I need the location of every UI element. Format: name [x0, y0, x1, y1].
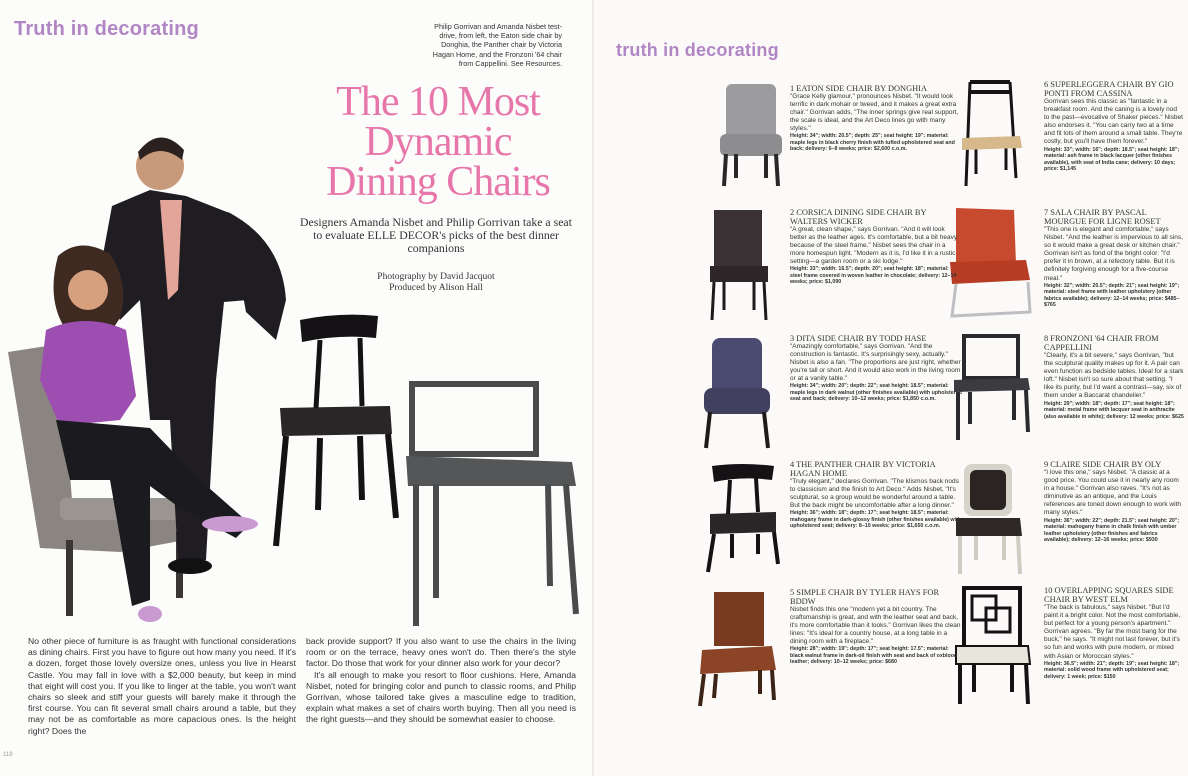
chair-entry-8 — [1044, 334, 1184, 420]
chair-title: 10 OVERLAPPING SQUARES SIDE CHAIR BY WEST ELM — [1044, 586, 1174, 604]
chair-quote: "A great, clean shape," says Gorrivan. "And it will look better as the leather ages. It's comfortable, but a bit heavy because of the steel frame." Nisbet sees the chair in a more homespun light. "Modern as it is, I'd like it in a rustic setting—a garden room or a ski lodge." — [790, 226, 958, 266]
headline-line-3: Dining Chairs — [326, 159, 550, 205]
chair-quote: "I love this one," says Nisbet. "A classic at a good price. You could use it in nearly any room in a house." Gorrivan also raves. "It's not as diminutive as an antique, and the Louis references are toned down enough to work with many styles." — [1044, 469, 1181, 517]
chair-quote: "Amazingly comfortable," says Gorrivan. "And the construction is fantastic. It's surprisingly sexy, actually." Nisbet is also a fan. "The proportions are just right, whether you're tall or short. And it would also work in the living room or at a vanity table." — [790, 343, 961, 383]
chair-specs: Height: 36"; width: 18"; depth: 17"; seat height: 18.5"; material: mahogany frame in dark-glossy finish (other finishes available) with upholstered seat; delivery: 8–10 weeks; price: $1,650 c.o.m. — [790, 510, 962, 530]
chair-specs: Height: 28"; width: 19"; depth: 17"; seat height: 17.5"; material: black walnut frame in dark-oil finish with seat and back of oxblood leather; delivery: 10–12 weeks; price: $680 — [790, 646, 958, 666]
headline-line-2: Dynamic — [364, 119, 512, 165]
body-column-2 — [306, 636, 576, 726]
section-label: Truth in decorating — [14, 18, 199, 40]
body-paragraph-3: It's all enough to make you resort to floor cushions. Here, Amanda Nisbet, noted for bringing color and punch to classic rooms, and Philip Gorrivan, whose tailored take gives a masculine edge to tradition, explain what makes a set of chairs worth buying. Then all you need is the right guests—and they should be somewhat easier to choose. — [306, 669, 576, 725]
chair-specs: Height: 36"; width: 22"; depth: 21.5"; seat height: 20"; material: mahogany frame in chalk finish with umber leather upholstery (other finishes and fabrics available); delivery: 12–16 weeks; price: $930 — [1044, 517, 1180, 544]
chair-title: 5 SIMPLE CHAIR BY TYLER HAYS FOR BDDW — [790, 588, 940, 606]
chair-specs: Height: 36.5"; width: 21"; depth: 19"; seat height: 18"; material: solid wood frame with upholstered seat; delivery: 1 week; price: $150 — [1044, 660, 1180, 680]
chair-title: 6 SUPERLEGGERA CHAIR BY GIO PONTI FROM CASSINA — [1044, 80, 1174, 98]
dita-chair-image — [696, 334, 778, 452]
corsica-chair-image — [702, 206, 774, 324]
body-column-1 — [28, 636, 296, 737]
photo-credit: Photography by David Jacquot — [377, 272, 495, 282]
chair-entry-3 — [790, 334, 962, 403]
chair-quote: "Clearly, it's a bit severe," says Gorrivan, "but the sculptural quality makes up for it. A pair can even function as bedside tables. Ideal for a stark loft." Nisbet isn't so sure about that setting. "I like its purity, but I'd want a contrast—say, six of them under a Baccarat chandelier." — [1044, 352, 1184, 400]
chair-title: 7 SALA CHAIR BY PASCAL MOURGUE FOR LIGNE ROSET — [1044, 208, 1161, 226]
credits — [300, 272, 572, 294]
chair-specs: Height: 32"; width: 20.5"; depth: 21"; seat height: 19"; material: steel frame with leather upholstery (other fabrics available); delivery: 12–14 weeks; price: $485–$765 — [1044, 282, 1180, 309]
chair-entry-5 — [790, 588, 962, 666]
chair-quote: "Truly elegant," declares Gorrivan. "The klismos back nods to classicism and the finish to Art Deco." Adds Nisbet, "It's sculptural, so a group would be wonderful around a table. But the back might be uncomfortable after a long dinner." — [790, 478, 959, 510]
chair-entry-1 — [790, 84, 962, 153]
chair-entry-10 — [1044, 586, 1184, 680]
page-number: 118 — [3, 752, 13, 758]
chair-quote: "This one is elegant and comfortable," says Nisbet. "And the leather is impervious to all sins, so it would make a great desk or kitchen chair." Gorrivan isn't as fond of the bright color: "I'd prefer it in brown, at a refectory table. But it is definitely forgiving enough for a five-course meal." — [1044, 226, 1183, 282]
body-paragraph-1: No other piece of furniture is as fraught with functional considerations as dining chairs. First you have to figure out how many you need. If it's a dozen, forget those lovely oversize ones, unless you live in Hearst Castle. You may fall in love with a $2,000 beauty, but keep in mind that eight will cost you. If you like to linger at the table, you won't want chairs so sleek and stiff your guests will barely make it through the first course. You can fit several small chairs around a table, but they may not be as comfortable as more capacious ones. Is the height right? Does the — [28, 636, 296, 736]
chair-title: 9 CLAIRE SIDE CHAIR BY OLY — [1044, 460, 1162, 469]
chair-quote: "The back is fabulous," says Nisbet. "But I'd paint it a bright color. Not the most comfortable, but perfect for a young person's apartment." Gorrivan agrees. "By far the most bang for the buck," he says. "It might not last forever, but it's so fun and works with pure modern, or mixed with Asian or Moroccan styles." — [1044, 604, 1181, 660]
photo-caption: Philip Gorrivan and Amanda Nisbet test-drive, from left, the Eaton side chair by Donghia, the Panther chair by Victoria Hagan Home, and the Fronzoni '64 chair from Cappellini. See Resources. — [432, 22, 562, 68]
chair-quote: Gorrivan sees this classic as "fantastic in a breakfast room. And the caning is a lovely nod to the past—evocative of Shaker pieces." Nisbet also endorses it. "You can carry two at a time and fit lots of them around a small table. They're costly, but you'll have them forever." — [1044, 98, 1183, 146]
chair-entry-2 — [790, 208, 962, 286]
chair-title: 4 THE PANTHER CHAIR BY VICTORIA HAGAN HOME — [790, 460, 936, 478]
chair-specs: Height: 33"; width: 16.5"; depth: 20"; seat height: 18"; material: steel frame covered in woven leather in chocolate; delivery: 12–14 weeks; price: $1,090 — [790, 266, 957, 286]
panther-chair-image — [702, 460, 780, 576]
chair-specs: Height: 34"; width: 20"; depth: 22"; seat height: 18.5"; material: maple legs in dark walnut (other finishes available) with upholstered seat and back; delivery: 10–12 weeks; price: $1,850 c.o.m. — [790, 383, 962, 403]
dek: Designers Amanda Nisbet and Philip Gorrivan take a seat to evaluate ELLE DECOR's picks of the best dinner companions — [300, 215, 572, 255]
overlapping-squares-chair-image — [950, 584, 1034, 708]
body-paragraph-2: back provide support? If you also want to use the chairs in the living room or on the terrace, heavy ones won't do. Then there's the style factor. Do those that work for your dinner also work for your decor? — [306, 636, 576, 669]
chair-title: 1 EATON SIDE CHAIR BY DONGHIA — [790, 84, 928, 93]
chair-entry-4 — [790, 460, 962, 530]
simple-chair-image — [690, 588, 782, 710]
chair-title: 3 DITA SIDE CHAIR BY TODD HASE — [790, 334, 927, 343]
headline-line-1: The 10 Most — [336, 79, 540, 125]
chair-title: 8 FRONZONI '64 CHAIR FROM CAPPELLINI — [1044, 334, 1159, 352]
superleggera-chair-image — [956, 78, 1026, 190]
chair-title: 2 CORSICA DINING SIDE CHAIR BY WALTERS WICKER — [790, 208, 927, 226]
chair-quote: Nisbet finds this one "modern yet a bit country. The craftsmanship is great, and with the leather seat and back, it's more comfortable than it looks." Gorrivan likes the clean lines: "It's ideal for a country house, at a long table in a dining room with a fireplace." — [790, 606, 961, 646]
chair-specs: Height: 33"; width: 16"; depth: 18.5"; seat height: 18"; material: ash frame in black lacquer (other finishes available), with seat of India cane; delivery: 10 days; price: $1,145 — [1044, 146, 1180, 173]
section-label-right: truth in decorating — [616, 40, 779, 60]
chair-entry-7 — [1044, 208, 1184, 309]
chair-entry-6 — [1044, 80, 1184, 173]
chair-specs: Height: 29"; width: 18"; depth: 17"; seat height: 18"; material: metal frame with lacquer seat in anthracite (also available in white); delivery: 12 weeks; price: $625 — [1044, 400, 1184, 420]
chair-quote: "Grace Kelly glamour," pronounces Nisbet. "It would look terrific in dark mohair or tweed, and it makes a great extra chair." Gorrivan adds, "The inner springs give real support, the scale is ideal, and the Art Deco lines go with many styles." — [790, 93, 959, 133]
eaton-chair-image — [714, 80, 788, 190]
chair-specs: Height: 34"; width: 20.5"; depth: 25"; seat height: 19"; material: maple legs in black cherry finish with tufted upholstered seat and back; delivery: 6–8 weeks; price: $2,600 c.o.m. — [790, 133, 955, 153]
producer-credit: Produced by Alison Hall — [389, 283, 483, 293]
chair-entry-9 — [1044, 460, 1184, 544]
right-page — [594, 0, 1188, 776]
headline — [292, 79, 584, 205]
